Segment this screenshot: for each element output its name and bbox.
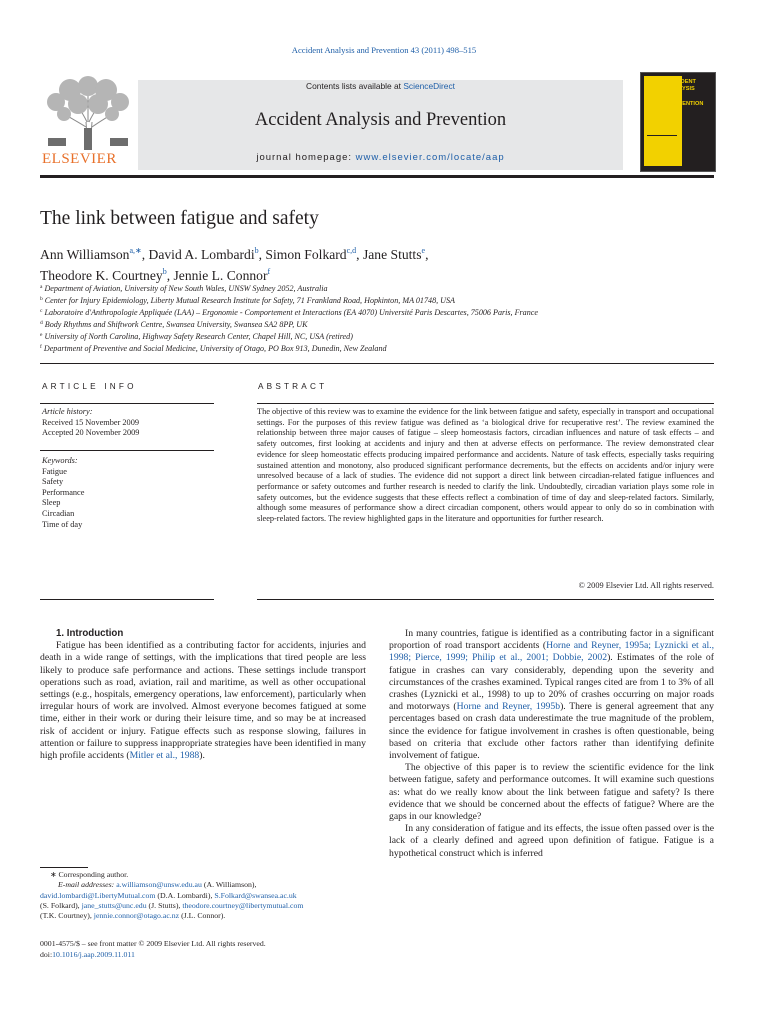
journal-cover-thumbnail[interactable]: [640, 72, 716, 172]
affiliation: [40, 342, 714, 354]
author: [363, 247, 429, 262]
article-title: The link between fatigue and safety: [40, 208, 319, 229]
front-matter-info: [40, 938, 366, 960]
article-info-bottom-rule: [40, 599, 214, 600]
author-name: Jane Stutts: [362, 247, 422, 262]
affiliation-mark: f: [40, 344, 42, 350]
cover-title: [667, 79, 712, 108]
article-history: [42, 407, 139, 439]
keyword: Safety: [42, 477, 64, 487]
email-owner: (J. Stutts),: [146, 900, 183, 910]
section-divider: [40, 363, 714, 364]
email-line: [40, 891, 366, 901]
author-affil-mark[interactable]: f: [267, 267, 271, 276]
email-link[interactable]: theodore.courtney@libertymutual.com: [182, 900, 304, 910]
abstract-bottom-rule: [257, 599, 714, 600]
affiliation: [40, 318, 714, 330]
author-list: [40, 242, 714, 284]
email-label: E-mail addresses:: [58, 880, 115, 890]
author: [149, 247, 266, 262]
author-separator: ,: [425, 247, 429, 262]
keywords-rule: [40, 450, 214, 451]
keyword: Fatigue: [42, 466, 67, 476]
affiliation: [40, 294, 714, 306]
keyword-list: [42, 456, 84, 530]
cover-decoration: [647, 135, 677, 164]
author: [40, 247, 149, 262]
issn-line: 0001-4575/$ – see front matter © 2009 Elsevier Ltd. All rights reserved.: [40, 939, 266, 948]
email-line: [40, 901, 366, 911]
header-divider: [40, 175, 714, 178]
author-affil-mark[interactable]: c,d: [346, 246, 357, 255]
contents-prefix: Contents lists available at: [306, 81, 404, 91]
affiliation-text: Body Rhythms and Shiftwork Centre, Swansea University, Swansea SA2 8PP, UK: [44, 320, 308, 329]
received-date: Received 15 November 2009: [42, 417, 139, 427]
author-affil-mark[interactable]: b: [254, 246, 259, 255]
affiliation-text: University of North Carolina, Highway Safety Research Center, Chapel Hill, NC, USA (retired): [44, 332, 353, 341]
body-right-column: [389, 628, 714, 860]
email-owner: (D.A. Lombardi),: [155, 890, 215, 900]
author-name: David A. Lombardi: [148, 247, 255, 262]
footnotes: [40, 870, 366, 921]
author-name: Jennie L. Connor: [173, 268, 268, 283]
abstract-heading: ABSTRACT: [258, 382, 328, 391]
citation-link[interactable]: Horne and Reyner, 1995b: [456, 701, 561, 713]
author: [174, 268, 271, 283]
contents-available-line: [138, 81, 623, 91]
elsevier-wordmark: ELSEVIER: [42, 151, 117, 167]
keyword: Time of day: [42, 519, 83, 529]
author-separator: ,: [166, 268, 174, 283]
email-link[interactable]: jane_stutts@unc.edu: [81, 900, 147, 910]
elsevier-tree-logo: [40, 72, 136, 172]
journal-header: [40, 72, 714, 172]
keyword: Performance: [42, 487, 85, 497]
paragraph-text: In many countries, fatigue is identified as a contributing factor in a significant proportion of road transport accidents (: [389, 628, 714, 652]
paragraph-text: Fatigue has been identified as a contributing factor for accidents, injuries and death in a wide range of settings, with the implications that tired people are less likely to produce safe performance and actions. These settings include transport operations such as road, aviation, rail and maritime, as well as other occupational settings (e.g., hospitals, emergency operations, law enforcement), particularly when irregular hours of work are involved. Almost everyone becomes fatigued at some time, either in their work or during their leisure time, and so may be at increased risk of accident or injury. Fatigue effects such as response slowing, failures in attention or failure to suppress inappropriate strategies have been identified in many high profile accidents (: [40, 640, 366, 762]
paragraph-text: ). There is general agreement that any percentages based on crash data underestimate the true magnitude of the problem, since the evidence for fatigue involvement in crashes is often questionable, being based on criteria that exclude other factors rather than identifying definite involvement of fatigue.: [389, 701, 714, 762]
citation-link[interactable]: Horne and Reyner, 1995a; Lyznicki et al., 1998; Pierce, 1999; Philip et al., 2001; Dobbie, 2002: [389, 640, 714, 664]
cover-title-line: PREVENTION: [667, 100, 704, 107]
author-separator: ,: [258, 247, 266, 262]
affiliation-text: Department of Preventive and Social Medicine, University of Otago, PO Box 913, Dunedin, New Zealand: [43, 344, 387, 353]
email-link[interactable]: a.williamson@unsw.edu.au: [116, 880, 202, 890]
body-paragraph: In any consideration of fatigue and its effects, the issue often passed over is the lack of a clearly defined and agreed upon definition of fatigue. Fatigue is a hypothetical construct which is inferred: [389, 823, 714, 859]
keywords-label: Keywords:: [42, 456, 78, 465]
paragraph-text: ).: [199, 750, 205, 762]
journal-reference[interactable]: Accident Analysis and Prevention 43 (2011) 498–515: [291, 45, 477, 55]
tree-icon: [40, 72, 136, 152]
journal-homepage-line: [138, 152, 623, 163]
cover-title-line: &: [667, 93, 672, 100]
email-owner: (T.K. Courtney),: [40, 911, 94, 921]
author: [265, 247, 363, 262]
body-paragraph: [389, 628, 714, 762]
email-link[interactable]: jennie.connor@otago.ac.nz: [93, 911, 180, 921]
affiliation-text: Laboratoire d'Anthropologie Appliquée (LAA) – Ergonomie - Comportement et Interactions (EA 4070) Université Paris Descartes, 75006 Paris, France: [44, 308, 538, 317]
email-owner: (S. Folkard),: [40, 900, 82, 910]
journal-banner: [138, 80, 623, 170]
keyword: Circadian: [42, 508, 75, 518]
body-paragraph: [40, 640, 366, 762]
journal-title: Accident Analysis and Prevention: [254, 110, 507, 130]
affiliation-text: Center for Injury Epidemiology, Liberty Mutual Research Institute for Safety, 71 Frankland Road, Hopkinton, MA 01748, USA: [44, 296, 456, 305]
author-name: Theodore K. Courtney: [40, 268, 163, 283]
author-name: Simon Folkard: [265, 247, 347, 262]
affiliation-mark: d: [40, 320, 43, 326]
email-owner: (J.L. Connor).: [179, 911, 226, 921]
doi-line: [40, 949, 366, 960]
abstract-copyright: © 2009 Elsevier Ltd. All rights reserved.: [578, 581, 714, 590]
email-owner: (A. Williamson),: [201, 880, 257, 890]
body-paragraph: The objective of this paper is to review the scientific evidence for the link between fatigue, safety and performance outcomes. It will examine such questions as: what do we really know about the link between fatigue and safety? Is there evidence that we should be concerned about the effects of fatigue? Where are the gaps in our knowledge?: [389, 762, 714, 823]
affiliation-mark: c: [40, 308, 43, 314]
affiliation-mark: a: [40, 284, 43, 290]
author: [40, 268, 174, 283]
doi-prefix: doi:: [40, 950, 53, 959]
author-name: Ann Williamson: [40, 247, 130, 262]
paragraph-text: ). Estimates of the role of fatigue in crashes can vary considerably, depending upon the severity and circumstances of the crashes examined. Typical ranges cited are from 1 to 3% of all crashes (Lyznicki et al., 1998) to up to 20% of crashes occurring on major roads and motorways (: [389, 652, 714, 713]
sciencedirect-link[interactable]: ScienceDirect: [403, 81, 455, 91]
corresponding-author-note: ∗ Corresponding author.: [50, 870, 129, 879]
affiliation: [40, 330, 714, 342]
homepage-link[interactable]: www.elsevier.com/locate/aap: [355, 152, 505, 163]
author-separator: ,: [141, 247, 149, 262]
homepage-prefix: journal homepage:: [256, 152, 356, 163]
article-info-heading: ARTICLE INFO: [42, 382, 137, 391]
author-separator: ,: [356, 247, 363, 262]
author-affil-mark[interactable]: a,∗: [129, 246, 142, 255]
affiliation-mark: b: [40, 296, 43, 302]
author-affil-mark[interactable]: b: [162, 267, 167, 276]
abstract-text: The objective of this review was to examine the evidence for the link between fatigue and safety, especially in transport and occupational settings. For the purposes of this review fatigue was defined as ‘a biological drive for recuperative rest’. The review examined the relationship between three major causes of fatigue – sleep homeostasis factors, circadian influences and nature of task effects – and safety outcomes, first looking at accidents and injury and then at adverse effects on performance. The review demonstrated clear evidence for sleep homeostatic effects producing impaired performance and accidents. Nature of task effects, especially tasks requiring sustained attention and monotony, also produced significant performance decrements, but the effects on accidents and/or injury were unresolved because of a lack of studies. The evidence did not support a direct link between circadian-related fatigue influences and performance or safety outcomes and further research is needed to clarify the link. Undoubtedly, circadian variation plays some role in safety outcomes, but the evidence suggests that these effects reflect a combination of time of day and sleep-related factors. Similarly, although some measures of performance show a direct circadian component, others would appear to only do so in combination with sleep-related factors. The review highlighted gaps in the literature and opportunities for further research.: [257, 407, 714, 524]
email-link[interactable]: S.Folkard@swansea.ac.uk: [214, 890, 297, 900]
doi-link[interactable]: 10.1016/j.aap.2009.11.011: [52, 950, 135, 959]
section-heading-introduction: 1. Introduction: [56, 628, 124, 639]
footnote-rule: [40, 867, 88, 868]
cover-title-line: ANALYSIS: [667, 86, 695, 93]
article-info-rule: [40, 403, 214, 404]
accepted-date: Accepted 20 November 2009: [42, 428, 140, 438]
cover-title-line: ACCIDENT: [667, 79, 696, 85]
email-line: [40, 911, 366, 921]
keyword: Sleep: [42, 498, 61, 508]
email-link[interactable]: david.lombardi@LibertyMutual.com: [40, 890, 156, 900]
affiliation: [40, 282, 714, 294]
citation-link[interactable]: Mitler et al., 1988: [129, 750, 200, 762]
email-line: [40, 880, 366, 890]
abstract-rule: [257, 403, 714, 404]
affiliation: [40, 306, 714, 318]
history-label: Article history:: [42, 407, 93, 416]
affiliation-list: [40, 282, 714, 354]
affiliation-text: Department of Aviation, University of New South Wales, UNSW Sydney 2052, Australia: [44, 284, 328, 293]
affiliation-mark: e: [40, 332, 43, 338]
body-left-column: [40, 628, 366, 762]
author-affil-mark[interactable]: e: [421, 246, 426, 255]
